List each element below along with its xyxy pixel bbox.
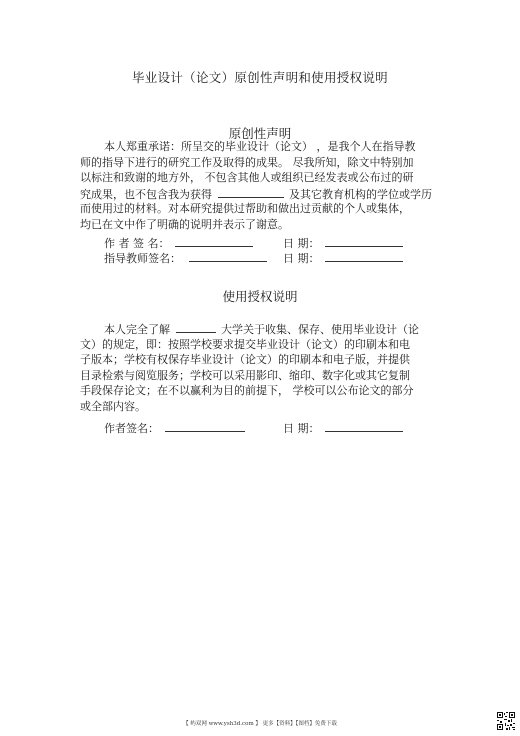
advisor-signature-blank[interactable] — [189, 250, 267, 262]
author-signature-blank[interactable] — [175, 235, 253, 247]
university-blank[interactable] — [176, 321, 216, 333]
declaration-title: 原创性声明 — [228, 126, 292, 141]
auth-author-signature-row — [104, 420, 245, 437]
auth-date-row — [283, 420, 403, 437]
declaration-line-5: 而使用过的材料。对本研究提供过帮助和做出过贡献的个人或集体， — [80, 202, 410, 215]
author-date-label: 日 期： — [283, 237, 320, 250]
declaration-line-4-tail: 及其它教育机构的学位或学历 — [289, 188, 432, 201]
auth-date-blank[interactable] — [325, 420, 403, 432]
authorization-line-4: 目录检索与阅览服务；学校可以采用影印、缩印、数字化或其它复制 — [80, 369, 410, 382]
auth-author-signature-label: 作者签名： — [104, 422, 159, 435]
auth-date-label: 日 期： — [283, 422, 320, 435]
authorization-line-1 — [104, 321, 419, 338]
authorization-line-3: 子版本；学校有权保存毕业设计（论文）的印刷本和电子版，并提供 — [80, 353, 410, 366]
authorization-line-1-head: 本人完全了解 — [104, 323, 170, 336]
advisor-date-blank[interactable] — [325, 250, 403, 262]
authorization-line-6: 或全部内容。 — [80, 400, 146, 413]
authorization-title: 使用授权说明 — [222, 289, 298, 304]
advisor-date-row — [283, 250, 403, 267]
authorization-line-2: 文）的规定，即：按照学校要求提交毕业设计（论文）的印刷本和电 — [80, 338, 410, 351]
declaration-line-1: 本人郑重承诺：所呈交的毕业设计（论文） ，是我个人在指导教 — [104, 140, 416, 153]
declaration-line-4-text: 究成果，也不包含我为获得 — [80, 188, 212, 201]
author-signature-label: 作 者 签 名： — [104, 237, 170, 250]
qr-code-icon — [497, 712, 515, 730]
advisor-signature-row — [104, 250, 267, 267]
authorization-line-1-tail: 大学关于收集、保存、使用毕业设计（论 — [221, 323, 419, 336]
footer-text: 【 屿双网 www.ysh3d.com 】 更多【资料】【图档】免费下载 — [183, 721, 337, 727]
declaration-line-2: 师的指导下进行的研究工作及取得的成果。 尽我所知，除文中特别加 — [80, 156, 414, 169]
auth-author-signature-blank[interactable] — [165, 420, 245, 432]
declaration-line-3: 以标注和致谢的地方外， 不包含其他人或组织已经发表或公布过的研 — [80, 171, 414, 184]
degree-blank[interactable] — [218, 186, 284, 198]
advisor-date-label: 日 期： — [283, 252, 320, 265]
advisor-signature-label: 指导教师签名： — [104, 252, 181, 265]
authorization-line-5: 手段保存论文；在不以赢利为目的前提下， 学校可以公布论文的部分 — [80, 384, 414, 397]
declaration-line-6: 均已在文中作了明确的说明并表示了谢意。 — [80, 218, 289, 231]
main-title: 毕业设计（论文）原创性声明和使用授权说明 — [131, 70, 388, 85]
author-date-blank[interactable] — [325, 235, 403, 247]
